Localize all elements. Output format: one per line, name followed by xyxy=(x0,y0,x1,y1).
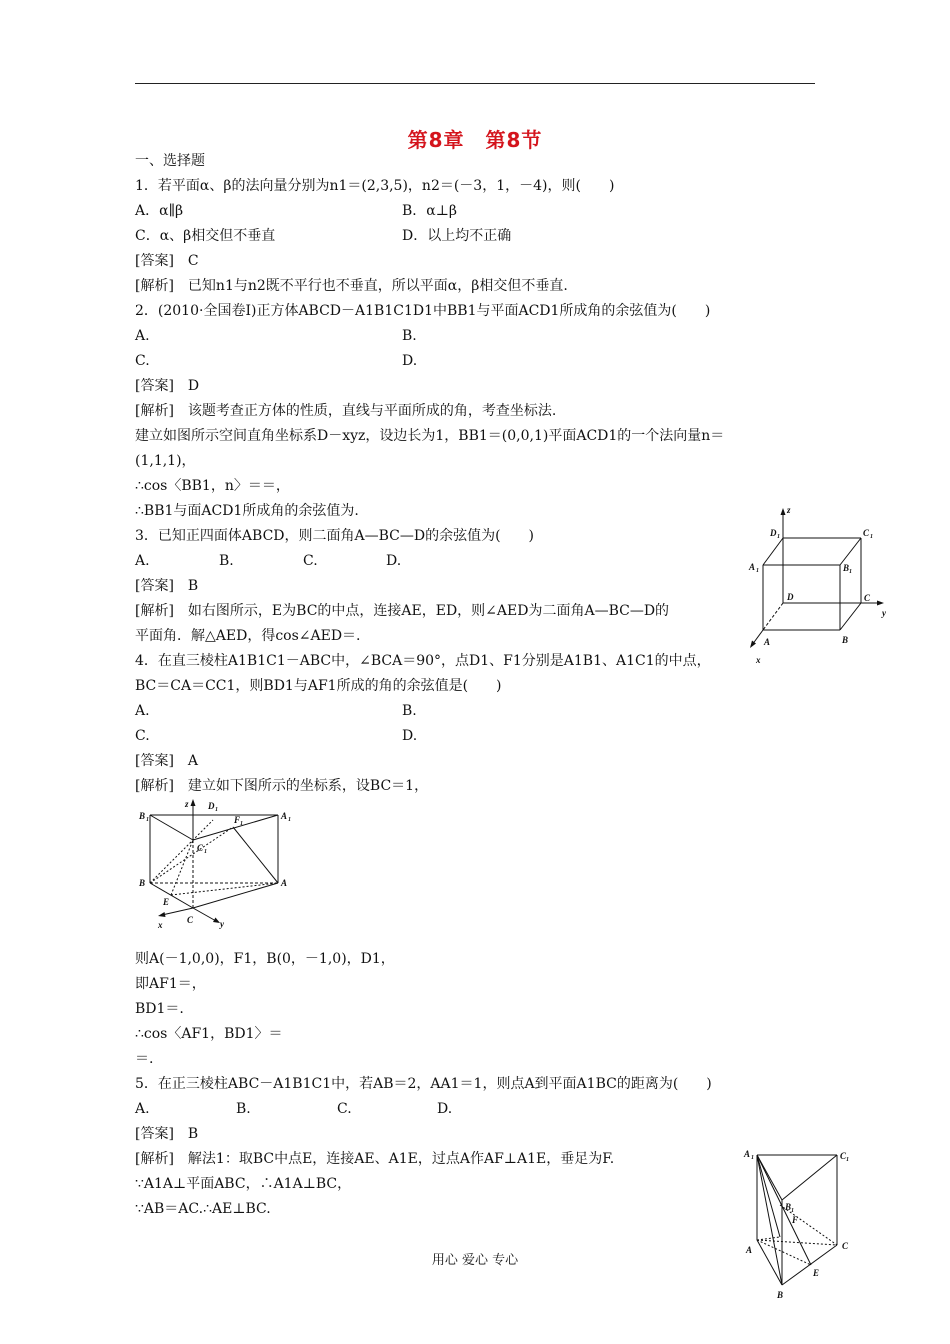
q3-analysis-line1: [解析] 如右图所示，E为BC的中点，连接AE，ED，则∠AED为二面角A—BC—D的 xyxy=(135,603,670,619)
q5-analysis-line3: ∵AB＝AC.∴AE⊥BC. xyxy=(135,1201,271,1217)
q2-analysis-line2: 建立如图所示空间直角坐标系D－xyz，设边长为1，BB1＝(0,0,1)平面ACD1的一个法向量n＝ xyxy=(135,428,725,444)
q2-analysis-line4: ∴cos〈BB1，n〉＝＝， xyxy=(135,478,290,494)
label-b1: B xyxy=(843,563,850,573)
label-a: A xyxy=(746,1245,753,1255)
label-d1-sub: 1 xyxy=(215,807,218,813)
q3-option-b: B. xyxy=(219,553,234,569)
label-y: y xyxy=(882,608,886,618)
label-x: x xyxy=(158,920,163,930)
q2-option-a: A. xyxy=(135,328,150,344)
q3-option-d: D. xyxy=(386,553,402,569)
q1-option-c: C．α、β相交但不垂直 xyxy=(135,228,276,244)
label-a: A xyxy=(764,637,771,647)
label-c: C xyxy=(187,915,194,925)
label-b: B xyxy=(842,635,849,645)
q5-option-d: D. xyxy=(437,1101,453,1117)
label-x: x xyxy=(756,655,761,665)
label-d1: D xyxy=(770,528,777,538)
q1-option-b: B．α⊥β xyxy=(402,203,458,219)
q4-analysis-line5: ∴cos〈AF1，BD1〉＝ xyxy=(135,1026,283,1042)
q2-answer: [答案] D xyxy=(135,378,200,394)
label-a1: A xyxy=(281,811,288,821)
q1-option-a: A．α∥β xyxy=(135,203,184,219)
label-z: z xyxy=(787,505,791,515)
label-a1-sub: 1 xyxy=(756,568,759,574)
q1-analysis: [解析] 已知n1与n2既不平行也不垂直，所以平面α，β相交但不垂直. xyxy=(135,278,568,294)
q3-answer: [答案] B xyxy=(135,578,199,594)
label-d1: D xyxy=(208,801,215,811)
label-a1: A xyxy=(749,562,756,572)
label-a1-sub: 1 xyxy=(751,1155,754,1161)
label-b1-sub: 1 xyxy=(146,817,149,823)
section-heading: 一、选择题 xyxy=(135,153,205,169)
q4-stem-line2: BC＝CA＝CC1，则BD1与AF1所成的角的余弦值是( ) xyxy=(135,678,502,694)
q4-option-c: C. xyxy=(135,728,150,744)
label-b1: B xyxy=(785,1202,792,1212)
label-f1: F xyxy=(234,815,241,825)
q1-stem: 1．若平面α、β的法向量分别为n1＝(2,3,5)，n2＝(－3，1，－4)，则( ) xyxy=(135,178,615,194)
label-d: D xyxy=(787,592,794,602)
q5-stem: 5．在正三棱柱ABC－A1B1C1中，若AB＝2，AA1＝1，则点A到平面A1BC的距离为( ) xyxy=(135,1076,712,1092)
q4-analysis-line3: 即AF1＝， xyxy=(135,976,206,992)
q2-analysis-line5: ∴BB1与面ACD1所成角的余弦值为. xyxy=(135,503,359,519)
label-c1-sub: 1 xyxy=(846,1157,849,1163)
label-c1: C xyxy=(197,843,204,853)
q2-analysis-line3: (1,1,1)， xyxy=(135,453,196,469)
q2-stem: 2．(2010·全国卷Ⅰ)正方体ABCD－A1B1C1D1中BB1与平面ACD1所成角的余弦值为( ) xyxy=(135,303,711,319)
header-rule xyxy=(135,83,815,84)
label-f: F xyxy=(792,1215,799,1225)
label-c1-sub: 1 xyxy=(204,849,207,855)
label-c1: C xyxy=(840,1151,847,1161)
label-b: B xyxy=(139,878,146,888)
label-b: B xyxy=(777,1290,784,1300)
q5-answer: [答案] B xyxy=(135,1126,199,1142)
label-e: E xyxy=(163,897,170,907)
q5-option-b: B. xyxy=(236,1101,251,1117)
cube-figure xyxy=(748,500,898,670)
q5-option-a: A. xyxy=(135,1101,150,1117)
q4-stem-line1: 4．在直三棱柱A1B1C1－ABC中，∠BCA＝90°，点D1、F1分别是A1B1、A1C1的中点， xyxy=(135,653,711,669)
label-a: A xyxy=(281,878,288,888)
label-c1-sub: 1 xyxy=(870,534,873,540)
q3-analysis-line2: 平面角．解△AED，得cos∠AED＝. xyxy=(135,628,361,644)
q4-option-b: B. xyxy=(402,703,417,719)
q2-option-c: C. xyxy=(135,353,150,369)
label-b1-sub: 1 xyxy=(849,569,852,575)
label-y: y xyxy=(220,919,224,929)
q3-stem: 3．已知正四面体ABCD，则二面角A—BC—D的余弦值为( ) xyxy=(135,528,535,544)
page-footer: 用心 爱心 专心 xyxy=(431,1253,519,1268)
label-b1: B xyxy=(139,811,146,821)
q4-analysis-line2: 则A(－1,0,0)，F1，B(0，－1,0)，D1， xyxy=(135,951,395,967)
q1-option-d: D．以上均不正确 xyxy=(402,228,512,244)
q3-option-a: A. xyxy=(135,553,150,569)
label-e: E xyxy=(813,1268,820,1278)
q4-answer: [答案] A xyxy=(135,753,199,769)
q3-option-c: C. xyxy=(303,553,318,569)
q4-analysis-line6: ＝. xyxy=(135,1051,154,1067)
q2-analysis-line1: [解析] 该题考查正方体的性质，直线与平面所成的角，考查坐标法. xyxy=(135,403,557,419)
q5-analysis-line2: ∵A1A⊥平面ABC，∴A1A⊥BC， xyxy=(135,1176,352,1192)
triangular-prism-figure xyxy=(740,1145,860,1305)
label-z: z xyxy=(185,799,189,809)
label-c: C xyxy=(842,1241,849,1251)
label-c1: C xyxy=(863,528,870,538)
q4-analysis-line4: BD1＝. xyxy=(135,1001,184,1017)
q4-option-a: A. xyxy=(135,703,150,719)
q2-option-d: D. xyxy=(402,353,418,369)
q5-analysis-line1: [解析] 解法1：取BC中点E，连接AE、A1E，过点A作AF⊥A1E，垂足为F. xyxy=(135,1151,615,1167)
q4-analysis-line1: [解析] 建立如下图所示的坐标系，设BC＝1， xyxy=(135,778,429,794)
label-f1-sub: 1 xyxy=(240,821,243,827)
label-a1-sub: 1 xyxy=(288,817,291,823)
page-title: 第8章 第8节 xyxy=(407,128,543,152)
label-b1-sub: 1 xyxy=(791,1208,794,1214)
q1-answer: [答案] C xyxy=(135,253,199,269)
q4-option-d: D. xyxy=(402,728,418,744)
q2-option-b: B. xyxy=(402,328,417,344)
q5-option-c: C. xyxy=(337,1101,352,1117)
label-c: C xyxy=(864,593,871,603)
prism-figure xyxy=(138,795,298,930)
label-d1-sub: 1 xyxy=(777,534,780,540)
label-a1: A xyxy=(744,1149,751,1159)
